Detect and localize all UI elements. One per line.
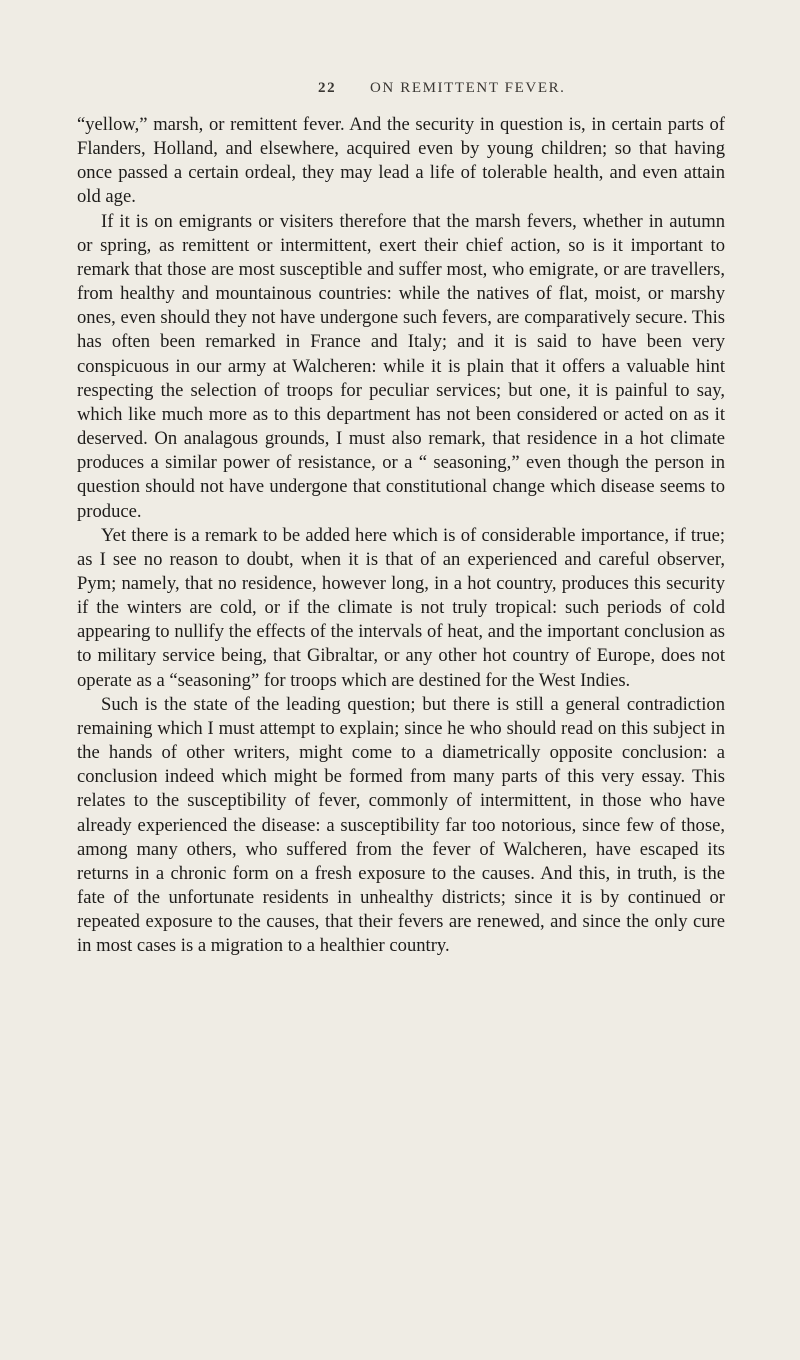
page-number: 22: [318, 80, 337, 96]
paragraph: If it is on emigrants or visiters therefore that the marsh fevers, whether in autumn or spring, as remittent or intermittent, exert their chief action, so is it important to remark that those are most susceptible and suffer most, who emigrate, or are travellers, from healthy and mountainous countries: while the natives of flat, moist, or marshy ones, even should they not have undergone such fevers, are comparatively secure. This has often been remarked in France and Italy; and it is said to have been very conspicuous in our army at Walcheren: while it is plain that it offers a valuable hint respecting the selection of troops for peculiar services; but one, it is painful to say, which like much more as to this department has not been considered or acted on as it deserved. On analagous grounds, I must also remark, that residence in a hot climate produces a similar power of resistance, or a “ seasoning,” even though the person in question should not have undergone that constitutional change which disease seems to produce.: [77, 210, 725, 522]
paragraph: Such is the state of the leading question; but there is still a general contradiction remaining which I must attempt to explain; since he who should read on this subject in the hands of other writers, might come to a diametrically opposite conclusion: a conclusion indeed which might be formed from many parts of this very essay. This relates to the susceptibility of fever, commonly of intermittent, in those who have already experienced the disease: a susceptibility far too notorious, since few of those, among many others, who suffered from the fever of Walcheren, have escaped its returns in a chronic form on a fresh exposure to the causes. And this, in truth, is the fate of the unfortunate residents in unhealthy districts; since it is by continued or repeated exposure to the causes, that their fevers are renewed, and since the only cure in most cases is a migration to a healthier country.: [77, 693, 725, 957]
running-title: ON REMITTENT FEVER.: [370, 80, 566, 96]
paragraph: “yellow,” marsh, or remittent fever. And the security in question is, in certain parts of Flanders, Holland, and elsewhere, acquired even by young children; so that having once passed a certain ordeal, they may lead a life of tolerable health, and even attain old age.: [77, 114, 725, 208]
paragraph: Yet there is a remark to be added here which is of considerable importance, if true; as I see no reason to doubt, when it is that of an experienced and careful observer, Pym; namely, that no residence, however long, in a hot country, produces this security if the winters are cold, or if the climate is not truly tropical: such periods of cold appearing to nullify the effects of the intervals of heat, and the important conclusion as to military service being, that Gibraltar, or any other hot country of Europe, does not operate as a “seasoning” for troops which are destined for the West Indies.: [77, 524, 725, 691]
body-text: [77, 113, 725, 958]
